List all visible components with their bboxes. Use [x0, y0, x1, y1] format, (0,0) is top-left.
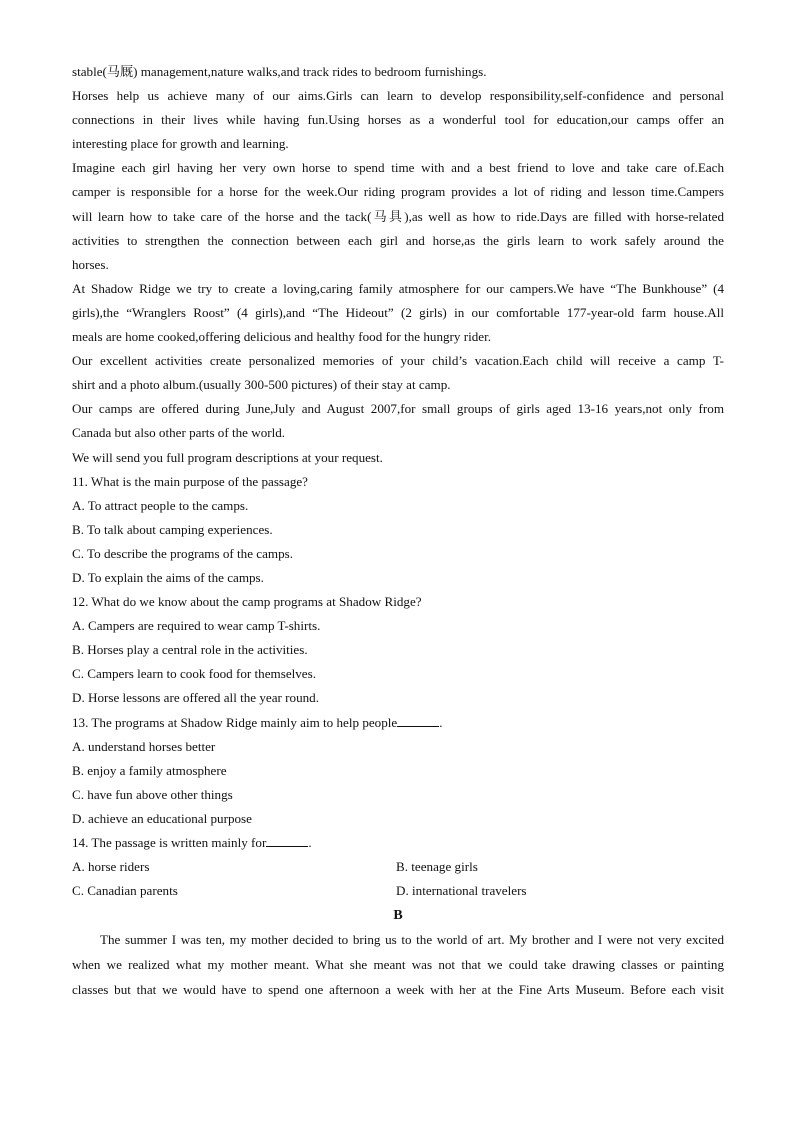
passage-a-line: Canada but also other parts of the world.: [72, 425, 286, 441]
option-d: D. Horse lessons are offered all the year round.: [72, 690, 319, 706]
stem-end: .: [308, 835, 312, 850]
passage-b-line: The summer I was ten, my mother decided to bring us to the world of art. My brother and I were not very excited: [100, 932, 724, 948]
passage-a-line: activities to strengthen the connection between each girl and horse,as the girls learn to work safely around the: [72, 232, 724, 248]
passage-b: [72, 928, 724, 1003]
passage-a-line: Our excellent activities create personalized memories of your child’s vacation.Each child will receive a camp T-: [72, 353, 724, 369]
passage-a-line: will learn how to take care of the horse and the tack(马具),as well as how to ride.Days are filled with horse-related: [72, 208, 724, 224]
option-a: A. horse riders: [72, 859, 150, 875]
question-14: [72, 831, 724, 903]
question-stem: 12. What do we know about the camp programs at Shadow Ridge?: [72, 594, 422, 610]
passage-a-line: meals are home cooked,offering delicious and healthy food for the hungry rider.: [72, 329, 491, 345]
options-row-2: [72, 879, 724, 903]
passage-a: [72, 60, 724, 470]
passage-a-line: girls),the “Wranglers Roost” (4 girls),and “The Hideout” (2 girls) in our comfortable 177-year-old farm house.All: [72, 304, 724, 320]
passage-a-line: connections in their lives while having fun.Using horses as a wonderful tool for education,our camps offer an: [72, 112, 724, 128]
passage-b-line: classes but that we would have to spend one afternoon a week with her at the Fine Arts Museum. Before each visit: [72, 982, 724, 998]
question-12: [72, 590, 724, 710]
option-a: A. Campers are required to wear camp T-shirts.: [72, 618, 321, 634]
option-d: D. To explain the aims of the camps.: [72, 569, 264, 585]
option-a: A. To attract people to the camps.: [72, 497, 249, 513]
question-stem: [72, 711, 724, 735]
option-d: D. achieve an educational purpose: [72, 810, 252, 826]
section-b-heading: B: [393, 908, 403, 924]
question-11: [72, 470, 724, 590]
question-stem: 11. What is the main purpose of the passage?: [72, 473, 308, 489]
options-row-1: [72, 855, 724, 879]
option-c: C. have fun above other things: [72, 786, 233, 802]
option-d: D. international travelers: [396, 883, 527, 899]
option-c: C. Canadian parents: [72, 883, 178, 899]
passage-a-line: Imagine each girl having her very own horse to spend time with and a best friend to love and take care of.Each: [72, 160, 724, 176]
passage-a-line: horses.: [72, 256, 109, 272]
passage-a-line: Horses help us achieve many of our aims.Girls can learn to develop responsibility,self-confidence and personal: [72, 88, 724, 104]
option-b: B. enjoy a family atmosphere: [72, 762, 227, 778]
option-b: B. Horses play a central role in the activities.: [72, 642, 308, 658]
passage-a-line: camper is responsible for a horse for the week.Our riding program provides a lot of riding and lesson time.Campers: [72, 184, 724, 200]
document-page: [72, 60, 724, 1003]
option-a: A. understand horses better: [72, 738, 216, 754]
question-stem-text: 14. The passage is written mainly for: [72, 835, 267, 850]
question-13: [72, 711, 724, 831]
passage-a-line: interesting place for growth and learning.: [72, 136, 289, 152]
passage-a-line: stable(马厩) management,nature walks,and track rides to bedroom furnishings.: [72, 64, 487, 79]
question-stem-text: 13. The programs at Shadow Ridge mainly aim to help people: [72, 714, 398, 730]
passage-a-line: At Shadow Ridge we try to create a loving,caring family atmosphere for our campers.We have “The Bunkhouse” (4: [72, 280, 724, 296]
passage-a-line: We will send you full program descriptions at your request.: [72, 449, 383, 465]
option-c: C. Campers learn to cook food for themselves.: [72, 666, 316, 682]
option-c: C. To describe the programs of the camps.: [72, 545, 294, 561]
answer-blank: [397, 714, 439, 727]
passage-b-line: when we realized what my mother meant. What she meant was not that we could take drawing classes or painting: [72, 957, 724, 973]
passage-a-line: shirt and a photo album.(usually 300-500 pictures) of their stay at camp.: [72, 377, 451, 393]
option-b: B. To talk about camping experiences.: [72, 521, 273, 537]
option-b: B. teenage girls: [396, 859, 478, 875]
question-stem: [72, 831, 724, 855]
passage-a-line: Our camps are offered during June,July and August 2007,for small groups of girls aged 13-16 years,not only from: [72, 401, 724, 417]
answer-blank: [266, 834, 308, 847]
stem-end: .: [439, 714, 443, 730]
